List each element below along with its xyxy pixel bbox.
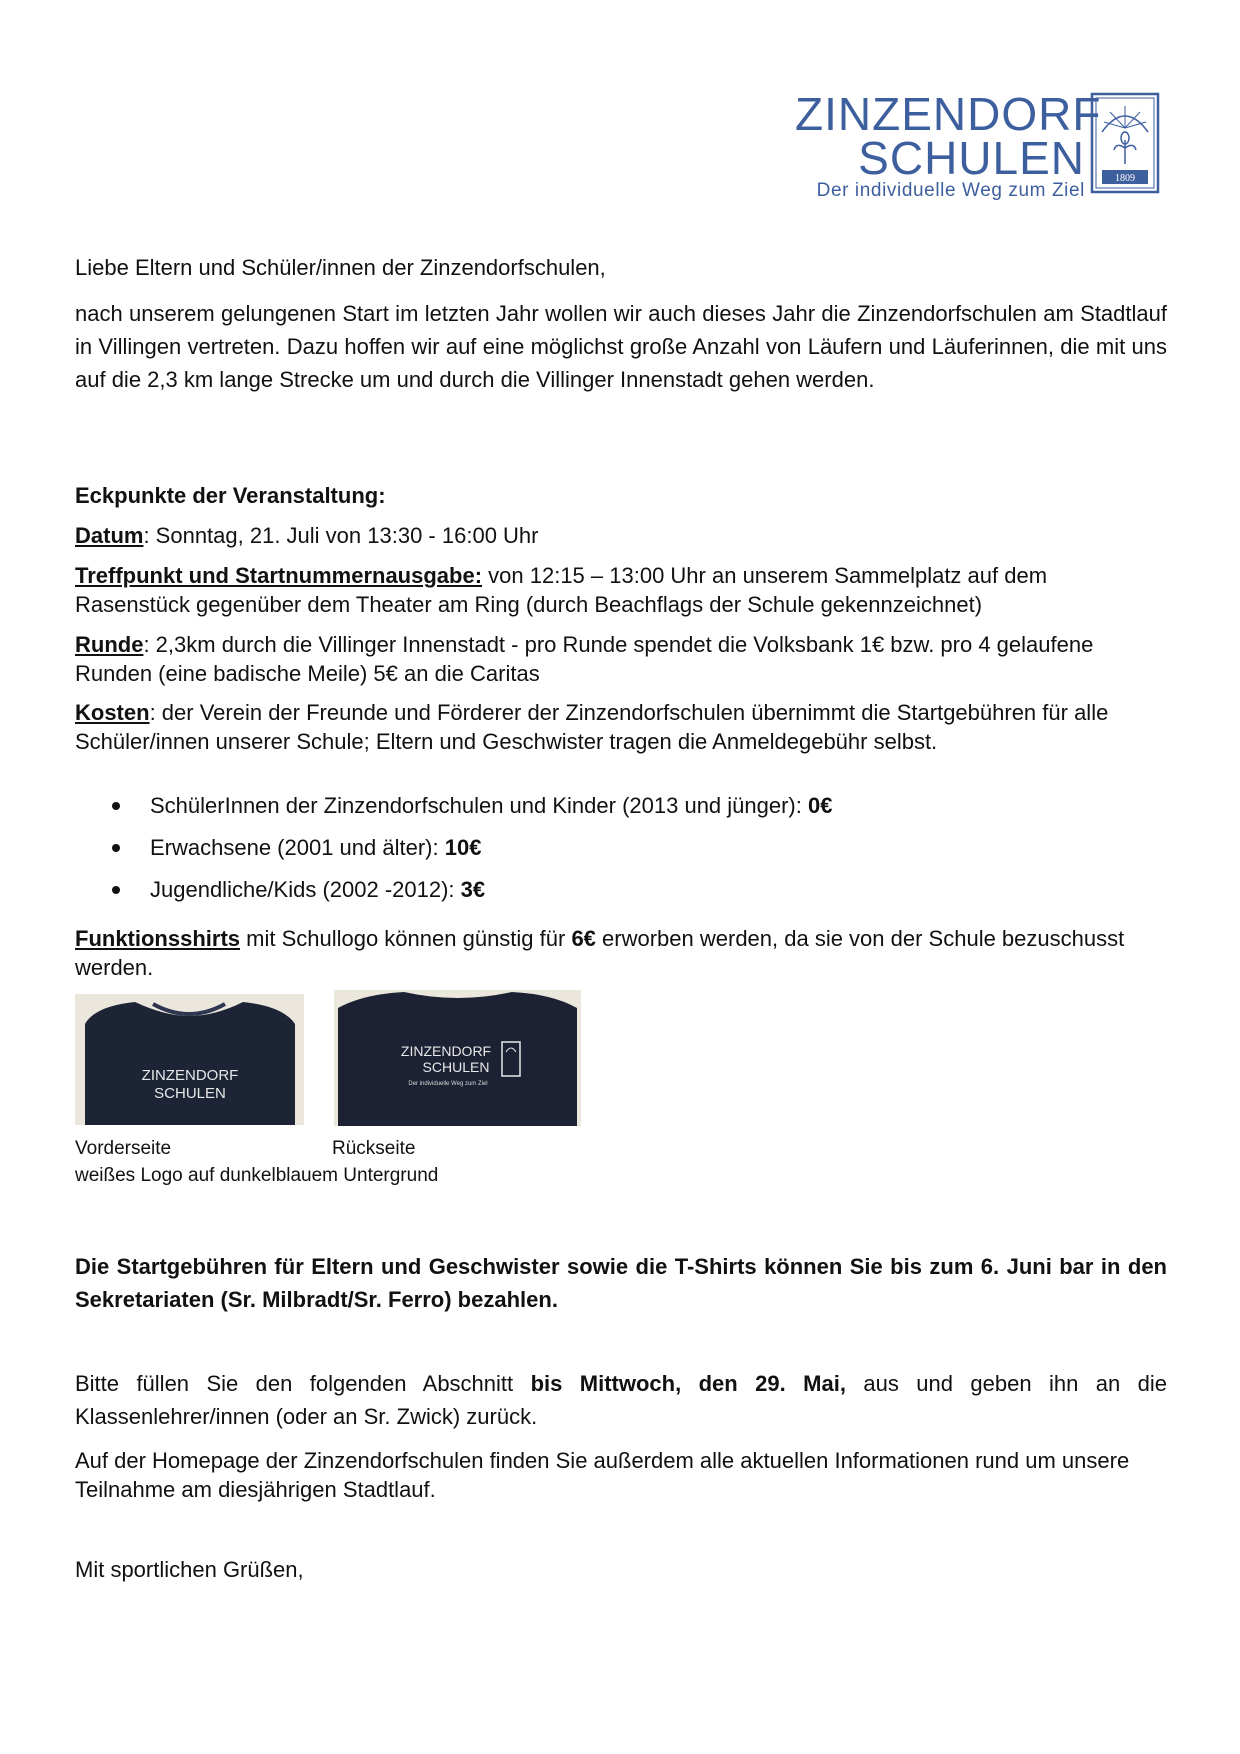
caption-front: Vorderseite <box>75 1138 172 1159</box>
logo-line2: SCHULEN <box>858 132 1085 184</box>
bullet-icon <box>112 844 120 852</box>
fee-item <box>110 827 832 869</box>
section-title: Eckpunkte der Veranstaltung: <box>75 483 386 508</box>
return-note-text-rest: aus und geben ihn an die Klassenlehrer/innen (oder an Sr. Zwick) zurück. <box>75 1371 1167 1429</box>
fee-item <box>110 869 832 911</box>
kosten-block <box>75 698 1167 756</box>
greeting: Liebe Eltern und Schüler/innen der Zinzendorfschulen, <box>75 255 606 280</box>
fee-price: 3€ <box>460 877 486 902</box>
section-title-block <box>75 480 1167 512</box>
fee-item <box>110 785 832 827</box>
datum-line <box>75 520 1167 552</box>
bullet-icon <box>112 802 120 810</box>
fee-text: SchülerInnen der Zinzendorfschulen und Kinder (2013 und jünger): <box>150 793 808 818</box>
shirt-back-photo <box>334 990 581 1126</box>
kosten-text: : der Verein der Freunde und Förderer der Zinzendorfschulen übernimmt die Startgebühren für alle Schüler/innen unserer Schule; Eltern und Geschwister tragen die Anmeldegebühr selbst. <box>75 700 1109 754</box>
logo-line1: ZINZENDORF <box>795 88 1102 140</box>
svg-text:Der individuelle Weg zum Ziel: Der individuelle Weg zum Ziel <box>408 1081 488 1087</box>
intro-text: nach unserem gelungenen Start im letzten Jahr wollen wir auch dieses Jahr die Zinzendorfschulen am Stadtlauf in Villingen vertreten. Dazu hoffen wir auf eine möglichst große Anzahl von Läufern und Läuferinnen, die mit uns auf die 2,3 km lange Strecke um und durch die Villinger Innenstadt gehen werden. <box>75 301 1167 392</box>
caption-back: Rückseite <box>332 1138 416 1159</box>
runde-label: Runde <box>75 632 144 657</box>
caption-note: weißes Logo auf dunkelblauem Untergrund <box>75 1165 439 1186</box>
shirt-front-photo <box>75 994 304 1125</box>
treffpunkt-block <box>75 561 1167 619</box>
fee-price: 0€ <box>807 793 833 818</box>
runde-text: : 2,3km durch die Villinger Innenstadt - pro Runde spendet die Volksbank 1€ bzw. pro 4 gelaufene Runden (eine badische Meile) 5€ an die Caritas <box>75 632 1094 686</box>
homepage-note-text: Auf der Homepage der Zinzendorfschulen finden Sie außerdem alle aktuellen Informationen rund um unsere Teilnahme am diesjährigen Stadtlauf. <box>75 1448 1130 1502</box>
return-note <box>75 1367 1167 1433</box>
kosten-label: Kosten <box>75 700 150 725</box>
svg-text:1809: 1809 <box>1115 173 1135 184</box>
shirts-block <box>75 924 1167 982</box>
svg-text:ZINZENDORF: ZINZENDORF <box>400 1043 492 1059</box>
closing: Mit sportlichen Grüßen, <box>75 1557 304 1582</box>
payment-notice <box>75 1250 1167 1316</box>
treffpunkt-label: Treffpunkt und Startnummernausgabe: <box>75 563 483 588</box>
shirts-price: 6€ <box>571 926 596 951</box>
fee-list <box>110 785 832 911</box>
shirts-text: mit Schullogo können günstig für <box>240 926 572 951</box>
fee-text: Erwachsene (2001 und älter): <box>150 835 445 860</box>
return-note-text: Bitte füllen Sie den folgenden Abschnitt <box>75 1371 531 1396</box>
intro-paragraph <box>75 297 1167 396</box>
bullet-icon <box>112 886 120 894</box>
svg-text:ZINZENDORF: ZINZENDORF <box>141 1067 239 1084</box>
fee-text: Jugendliche/Kids (2002 -2012): <box>150 877 461 902</box>
runde-block <box>75 630 1167 688</box>
shirts-label: Funktionsshirts <box>75 926 241 951</box>
shirts-text-rest: erworben werden, da sie von der Schule bezuschusst werden. <box>75 926 1125 980</box>
greeting-block <box>75 252 1167 284</box>
school-logo <box>795 90 1165 205</box>
payment-notice-text: Die Startgebühren für Eltern und Geschwister sowie die T-Shirts können Sie bis zum 6. Juni bar in den Sekretariaten (Sr. Milbradt/Sr. Ferro) bezahlen. <box>75 1254 1167 1312</box>
svg-text:SCHULEN: SCHULEN <box>154 1085 226 1102</box>
fee-price: 10€ <box>444 835 482 860</box>
datum-text: : Sonntag, 21. Juli von 13:30 - 16:00 Uhr <box>143 523 539 548</box>
svg-text:SCHULEN: SCHULEN <box>422 1059 490 1075</box>
closing-block <box>75 1554 1167 1586</box>
homepage-note <box>75 1446 1167 1504</box>
logo-tagline: Der individuelle Weg zum Ziel <box>816 180 1085 201</box>
crest-icon <box>1090 92 1160 194</box>
treffpunkt-text: von 12:15 – 13:00 Uhr an unserem Sammelplatz auf dem Rasenstück gegenüber dem Theater am Ring (durch Beachflags der Schule gekennzeichnet) <box>75 563 1048 617</box>
datum-label: Datum <box>75 523 144 548</box>
return-note-deadline: bis Mittwoch, den 29. Mai, <box>530 1371 846 1396</box>
